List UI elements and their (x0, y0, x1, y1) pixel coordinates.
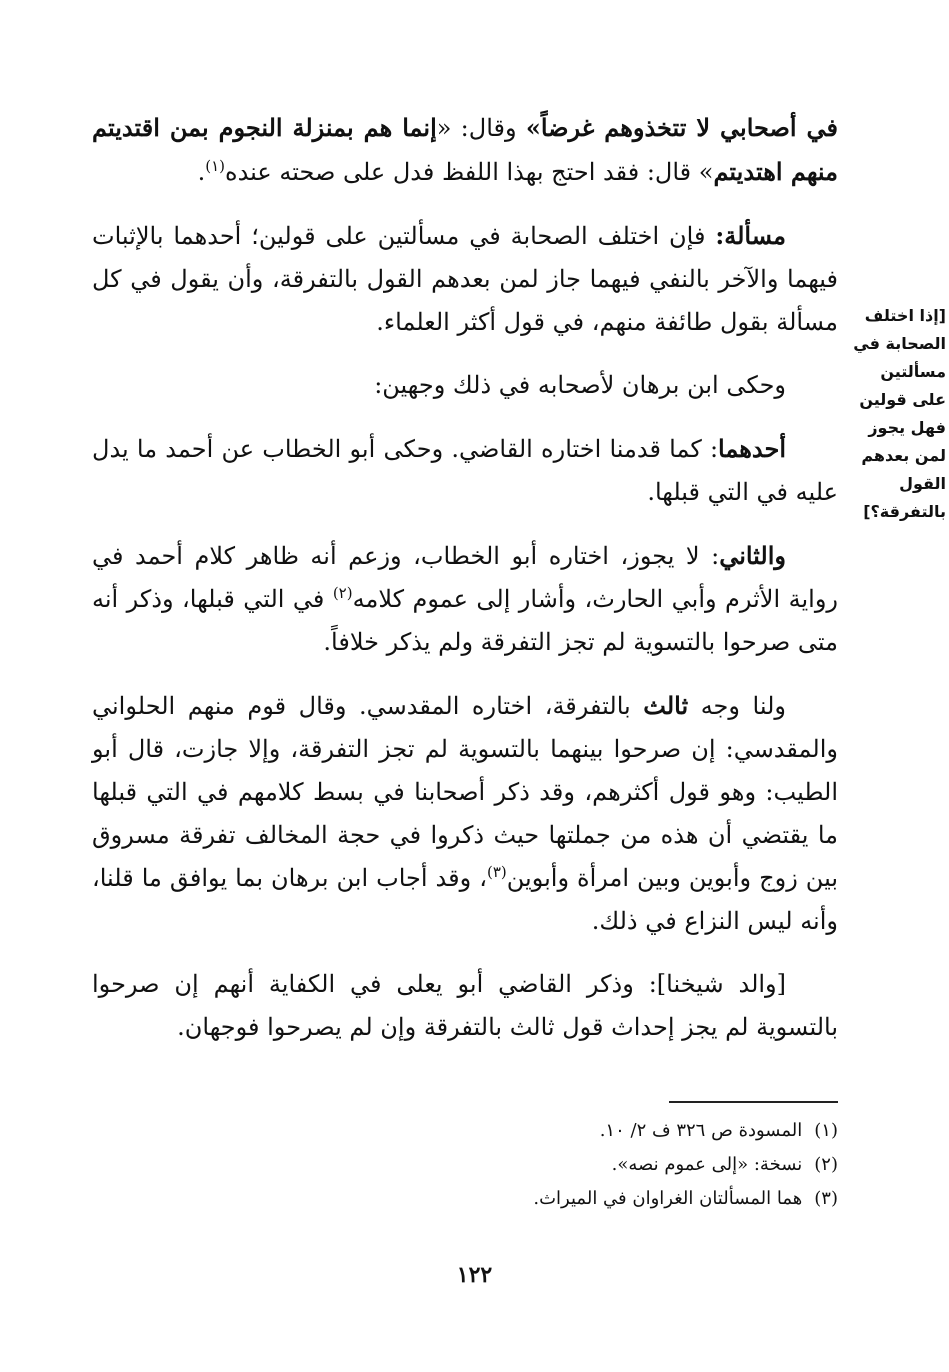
paragraph-first-view (92, 427, 838, 514)
footnote-1 (400, 1114, 838, 1148)
hadith-text-1: في أصحابي لا تتخذوهم غرضاً» (525, 113, 839, 142)
footnote-text: المسودة ص ٣٢٦ ف ٢/ ١٠. (599, 1120, 803, 1141)
paragraph-text: في التي قبلها، وذكر أنه متى صرحوا بالتسوية لم تجز التفرقة ولم يذكر خلافاً. (92, 585, 838, 656)
paragraph-text: . (197, 158, 206, 186)
margin-heading-line: الصحابة في (853, 334, 946, 353)
third-view-heading: ثالث (643, 691, 689, 720)
footnote-number: (٢) (814, 1154, 838, 1175)
paragraph-text: : لا يجوز، اختاره أبو الخطاب، وزعم أنه ظاهر كلام أحمد في رواية الأثرم وأبي الحارث، وأشار إلى عموم كلامه (92, 542, 838, 613)
margin-heading-line: القول (899, 474, 946, 493)
footnote-2 (400, 1148, 838, 1182)
footnote-ref-3[interactable]: (٣) (486, 863, 507, 881)
margin-heading-line: على قولين (859, 390, 946, 409)
footnote-ref-2[interactable]: (٢) (332, 584, 353, 602)
paragraph-text: ولنا وجه (688, 692, 786, 720)
footnote-number: (١) (814, 1120, 838, 1141)
page-number: ١٢٢ (456, 1262, 493, 1288)
paragraph-text: بالتفرقة، اختاره المقدسي. وقال قوم منهم الحلواني والمقدسي: إن صرحوا بينهما بالتسوية لم تجز التفرقة، وإلا جازت، قال أبو الطيب: وهو قول أكثرهم، وقد ذكر أصحابنا في بسط كلامهم في التي قبلها ما يقتضي أن هذه من جملتها حيث ذكروا في حجة المخالف تفرقة مسروق بين زوج وأبوين وبين امرأة وأبوين (92, 692, 838, 892)
paragraph-text: » قال: فقد احتج بهذا اللفظ فدل على صحته عنده (225, 158, 714, 186)
footnotes (400, 1114, 838, 1216)
second-view-heading: والثاني (719, 541, 786, 570)
paragraph-kifaya (92, 963, 838, 1049)
paragraph-hadith-quote (92, 106, 838, 194)
margin-heading-line: بالتفرقة؟] (863, 502, 946, 521)
margin-heading-line: مسألتين (880, 362, 946, 381)
footnote-text: هما المسألتان الغراوان في الميراث. (533, 1188, 803, 1209)
first-view-heading: أحدهما (718, 434, 786, 463)
paragraph-text: : كما قدمنا اختاره القاضي. وحكى أبو الخطاب عن أحمد ما يدل عليه في التي قبلها. (92, 435, 838, 506)
margin-heading-line: [إذا اختلف (864, 306, 946, 325)
paragraph-text: وقال: « (436, 114, 526, 142)
paragraph-second-view (92, 534, 838, 664)
footnote-ref-1[interactable]: (١) (205, 157, 225, 175)
margin-heading (842, 302, 946, 526)
masala-heading: مسألة: (715, 221, 786, 250)
footnote-separator (669, 1101, 838, 1103)
margin-heading-line: لمن بعدهم (861, 446, 946, 465)
footnote-text: نسخة: «إلى عموم نصه». (611, 1154, 803, 1175)
paragraph-text: فإن اختلف الصحابة في مسألتين على قولين؛ أحدهما بالإثبات فيهما والآخر بالنفي فيهما جاز لمن بعدهم القول بالتفرقة، وأن يقول في كل مسألة بقول طائفة منهم، في قول أكثر العلماء. (92, 222, 838, 336)
paragraph-third-view (92, 684, 838, 943)
footnote-number: (٣) (814, 1188, 838, 1209)
footnote-3 (400, 1182, 838, 1216)
paragraph-text: وحكى ابن برهان لأصحابه في ذلك وجهين: (374, 371, 786, 399)
paragraph-masala (92, 214, 838, 344)
paragraph-text: [والد شيخنا]: وذكر القاضي أبو يعلى في الكفاية أنهم إن صرحوا بالتسوية لم يجز إحداث قول ثالث بالتفرقة وإن لم يصرحوا فوجهان. (92, 970, 838, 1041)
hadith-text-2: إنما هم بمنزلة النجوم بمن اقتديتم منهم اهتديتم (92, 113, 838, 186)
paragraph-text: ، وقد أجاب ابن برهان بما يوافق ما قلنا، وأنه ليس النزاع في ذلك. (92, 864, 838, 935)
margin-heading-line: فهل يجوز (868, 418, 946, 437)
paragraph-ibn-burhan (92, 364, 838, 407)
main-text (92, 106, 838, 1069)
